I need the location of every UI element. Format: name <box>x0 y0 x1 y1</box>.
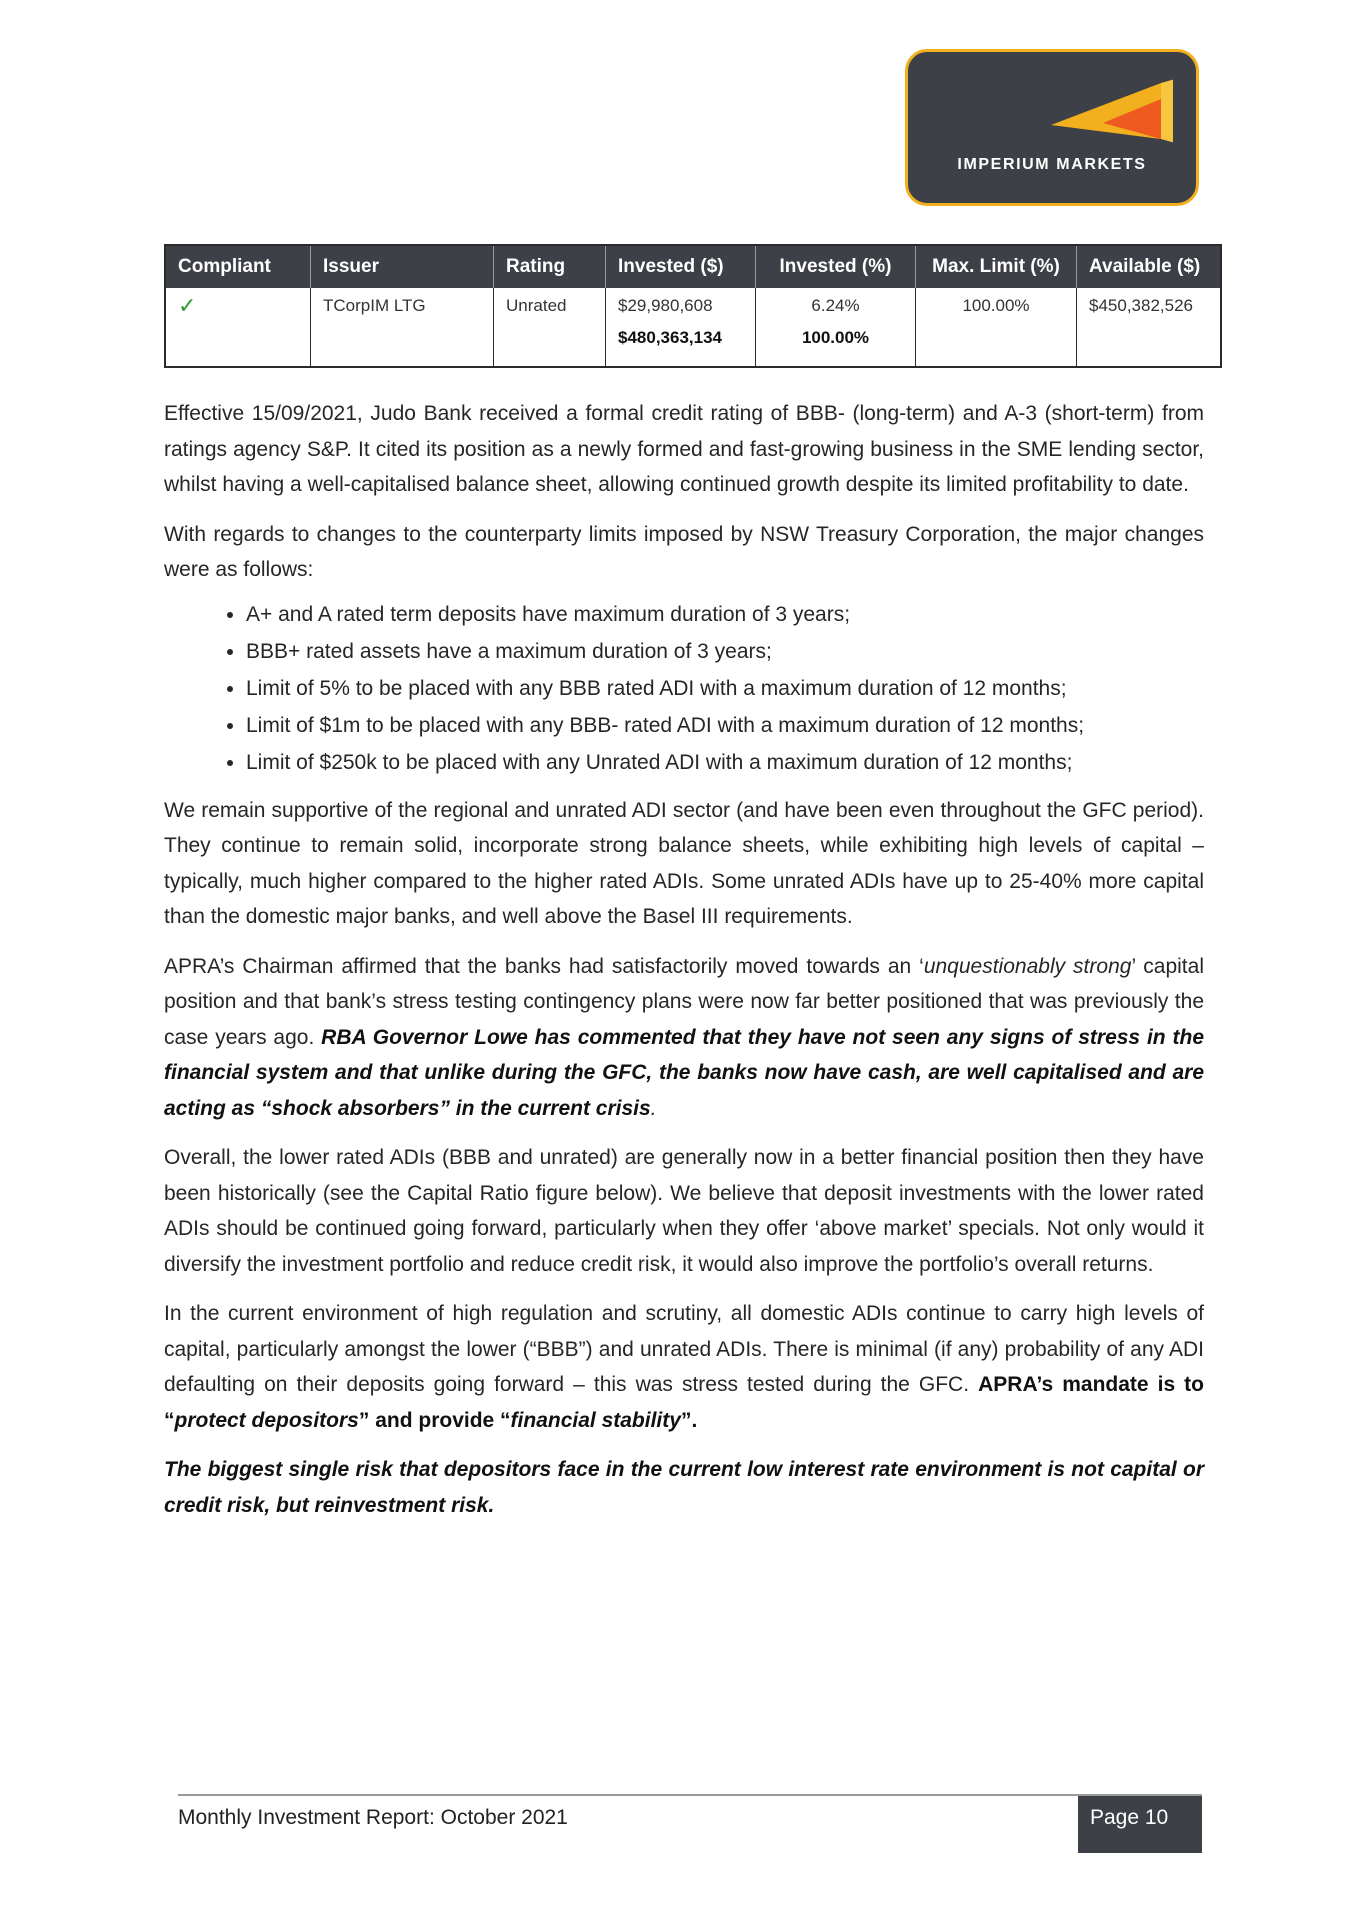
paragraph-judo-bank: Effective 15/09/2021, Judo Bank received a formal credit rating of BBB- (long-term) and A-3 (short-term) from ratings agency S&P. It cited its position as a newly formed and fast-growing business in the SME lending sector, whilst having a well-capitalised balance sheet, allowing continued growth despite its limited profitability to date. <box>164 402 1204 496</box>
col-invested: Invested ($) <box>606 245 756 288</box>
col-invested-pct: Invested (%) <box>756 245 916 288</box>
paragraph-lower-rated-adis: Overall, the lower rated ADIs (BBB and unrated) are generally now in a better financial position then they have been historically (see the Capital Ratio figure below). We believe that deposit investments with the lower rated ADIs should be continued going forward, particularly when they offer ‘above market’ specials. Not only would it diversify the investment portfolio and reduce credit risk, it would also improve the portfolio’s overall returns. <box>164 1146 1204 1276</box>
col-max-limit: Max. Limit (%) <box>916 245 1077 288</box>
list-item: • Limit of $1m to be placed with any BBB- rated ADI with a maximum duration of 12 months; <box>246 707 1204 744</box>
col-rating: Rating <box>494 245 606 288</box>
col-issuer: Issuer <box>311 245 494 288</box>
allocation-table <box>164 244 1222 368</box>
col-available: Available ($) <box>1077 245 1222 288</box>
report-body <box>164 396 1204 1537</box>
paragraph-adi-sector: We remain supportive of the regional and unrated ADI sector (and have been even throughout the GFC period). They continue to remain solid, incorporate strong balance sheets, while exhibiting high levels of capital – typically, much higher compared to the higher rated ADIs. Some unrated ADIs have up to 25-40% more capital than the domestic major banks, and well above the Basel III requirements. <box>164 798 1204 928</box>
list-item: • Limit of $250k to be placed with any Unrated ADI with a maximum duration of 12 months; <box>246 744 1204 781</box>
footer-title: Monthly Investment Report: October 2021 <box>178 1806 568 1829</box>
limits-list <box>164 596 1204 781</box>
paragraph-apra-chairman: APRA’s Chairman affirmed that the banks had satisfactorily moved towards an ‘unquestionably strong’ capital position and that bank’s stress testing contingency plans were now far better positioned that was previously the case years ago. RBA Governor Lowe has commented that they have not seen any signs of stress in the financial system and that unlike during the GFC, the banks now have cash, are well capitalised and are acting as “shock absorbers” in the current crisis. <box>164 954 1204 1120</box>
list-item: • BBB+ rated assets have a maximum duration of 3 years; <box>246 633 1204 670</box>
imperium-markets-logo <box>905 49 1199 206</box>
logo-mark-icon <box>1043 75 1173 161</box>
invested-pct-cell: 6.24% <box>756 288 916 324</box>
invested-cell: $29,980,608 <box>606 288 756 324</box>
max-limit-cell: 100.00% <box>916 288 1077 324</box>
paragraph-counterparty-limits: With regards to changes to the counterparty limits imposed by NSW Treasury Corporation, the major changes were as follows: <box>164 522 1204 581</box>
total-invested-pct-cell: 100.00% <box>756 324 916 367</box>
page-number: Page 10 <box>1078 1796 1202 1853</box>
paragraph-reinvestment-risk: The biggest single risk that depositors face in the current low interest rate environment is not capital or credit risk, but reinvestment risk. <box>164 1458 1204 1517</box>
table-row <box>165 288 1221 324</box>
issuer-cell: TCorpIM LTG <box>311 288 494 324</box>
col-compliant: Compliant <box>165 245 311 288</box>
rating-cell: Unrated <box>494 288 606 324</box>
list-item: • Limit of 5% to be placed with any BBB rated ADI with a maximum duration of 12 months; <box>246 670 1204 707</box>
table-header-row <box>165 245 1221 288</box>
paragraph-regulation: In the current environment of high regulation and scrutiny, all domestic ADIs continue to carry high levels of capital, particularly amongst the lower (“BBB”) and unrated ADIs. There is minimal (if any) probability of any ADI defaulting on their deposits going forward – this was stress tested during the GFC. APRA’s mandate is to “protect depositors” and provide “financial stability”. <box>164 1302 1204 1432</box>
list-item: • A+ and A rated term deposits have maximum duration of 3 years; <box>246 596 1204 633</box>
available-cell: $450,382,526 <box>1089 296 1193 315</box>
logo-brand-text: IMPERIUM MARKETS <box>957 156 1147 173</box>
table-total-row <box>165 324 1221 367</box>
footer-divider <box>178 1794 1202 1796</box>
total-invested-cell: $480,363,134 <box>606 324 756 367</box>
compliant-check-icon: ✓ <box>165 288 311 324</box>
